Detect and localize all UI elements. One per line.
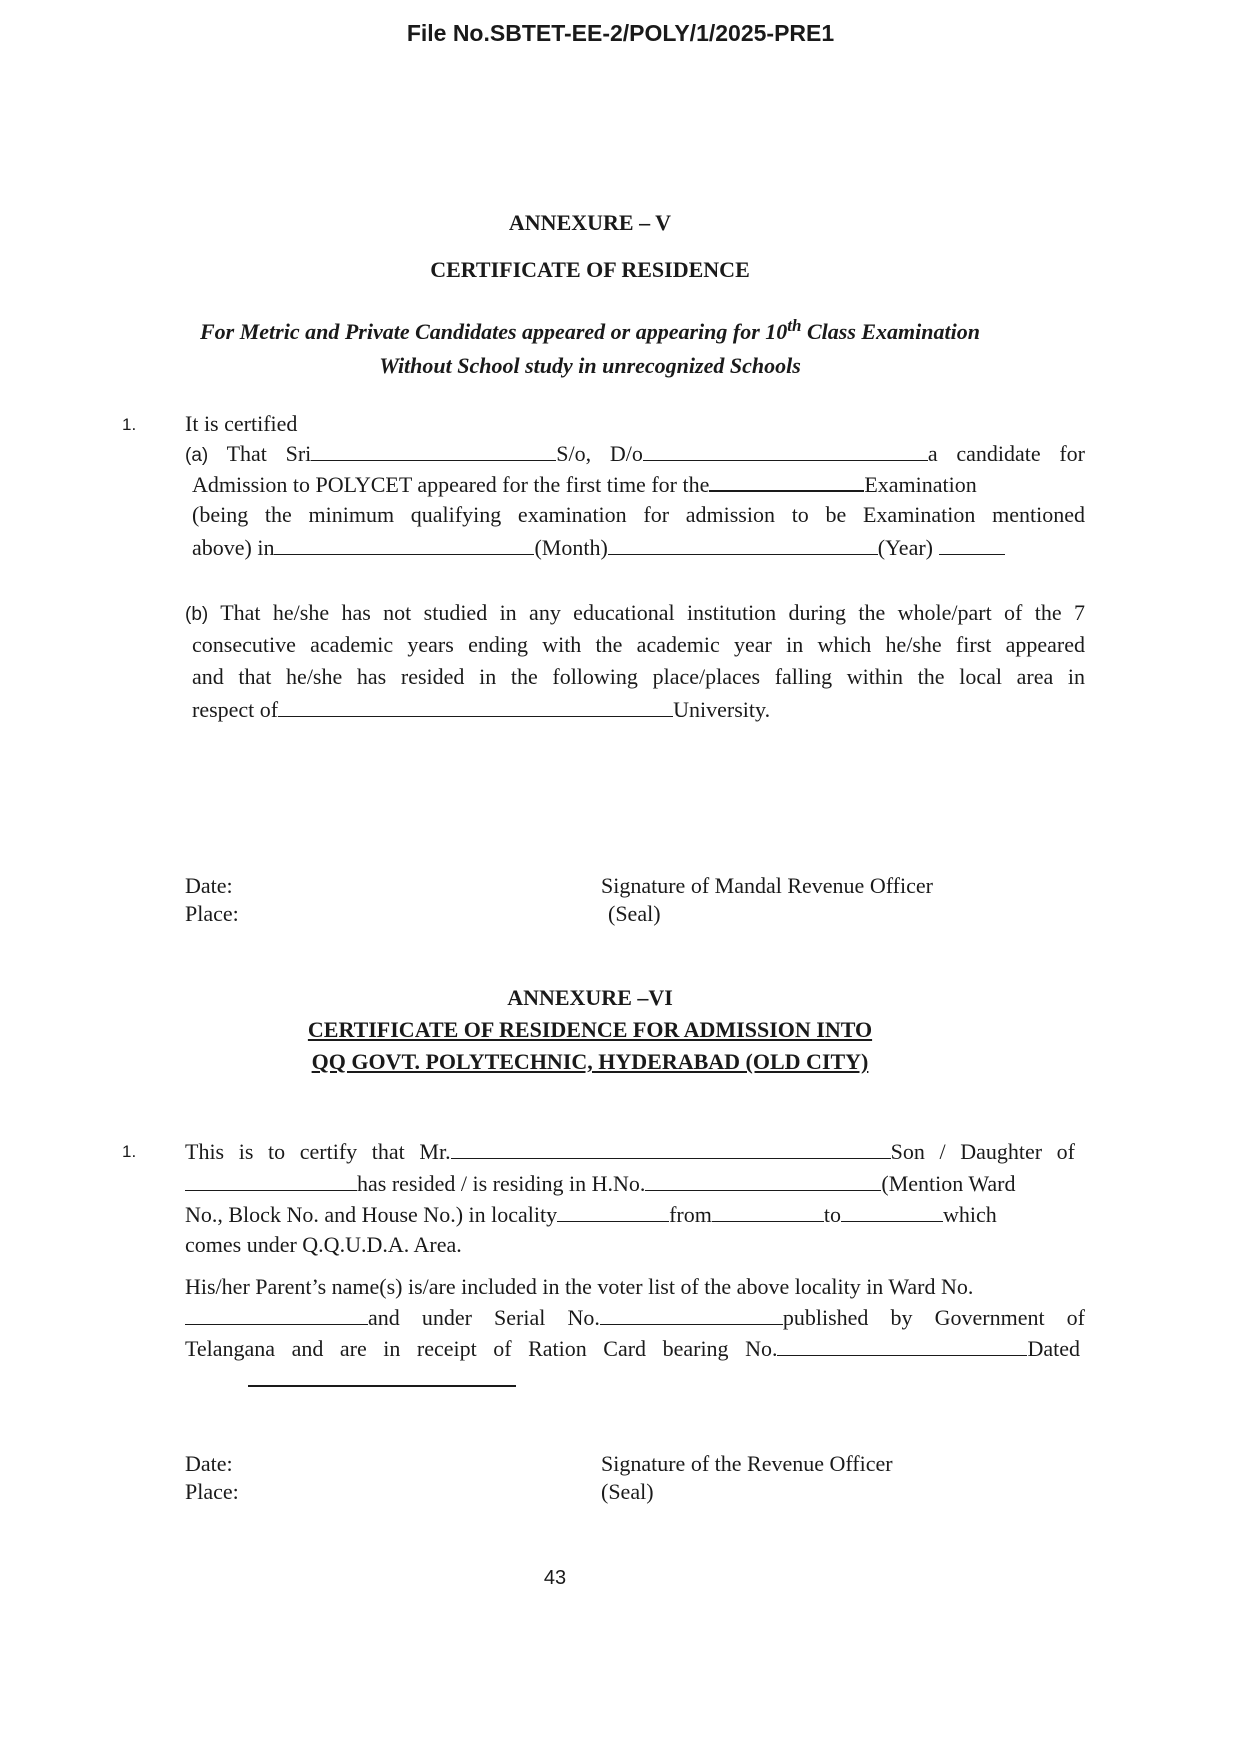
annexure-v-note-line2: Without School study in unrecognized Schools <box>379 353 801 378</box>
clause-b-line2: consecutive academic years ending with the academic year in which he/she first appeared <box>192 632 1085 657</box>
annexure-v-note-line1: For Metric and Private Candidates appeared or appearing for 10th Class Examination <box>200 316 980 344</box>
page-number: 43 <box>543 1567 567 1589</box>
annexure-vi-p1-line4: comes under Q.Q.U.D.A. Area. <box>185 1232 462 1257</box>
university-blank <box>278 696 673 717</box>
clause-a-line2: Admission to POLYCET appeared for the first time for the Examination <box>192 472 977 497</box>
annexure-v-date-label: Date: <box>185 873 233 898</box>
clause-b-line4: respect of University. <box>192 697 771 722</box>
annexure-v-item-number: 1. <box>122 415 137 434</box>
parent-name-blank <box>185 1170 357 1191</box>
annexure-v-place-label: Place: <box>185 901 239 926</box>
annexure-vi-p1-line2: has resided / is residing in H.No. (Mention Ward <box>185 1170 1015 1197</box>
annexure-v-title: ANNEXURE – V <box>508 210 672 235</box>
superscript-th: th <box>787 316 802 335</box>
trailing-blank <box>939 534 1005 555</box>
annexure-vi-date-label: Date: <box>185 1451 233 1476</box>
parent-name-blank <box>643 440 928 461</box>
annexure-vi-place-label: Place: <box>185 1479 239 1504</box>
locality-blank <box>557 1201 669 1222</box>
annexure-vi-p2-line1: His/her Parent’s name(s) is/are included in the voter list of the above locality in Ward No. <box>185 1274 974 1299</box>
serial-number-blank <box>600 1304 783 1325</box>
ward-number-blank <box>185 1304 368 1325</box>
annexure-vi-p1-line1: This is to certify that Mr. Son / Daughter of <box>185 1139 1075 1164</box>
annexure-vi-seal: (Seal) <box>601 1479 654 1504</box>
candidate-name-blank <box>451 1138 891 1159</box>
name-blank <box>311 440 556 461</box>
annexure-v-signature: Signature of Mandal Revenue Officer <box>601 873 933 898</box>
clause-a-line3: (being the minimum qualifying examination for admission to be Examination mentioned <box>192 502 1085 527</box>
dated-blank <box>248 1385 516 1387</box>
clause-a-line1: (a) That Sri S/o, D/o a candidate for <box>185 441 1085 466</box>
examination-blank <box>709 470 864 492</box>
annexure-vi-p1-line3: No., Block No. and House No.) in locality from to which <box>185 1202 997 1227</box>
file-number: File No.SBTET-EE-2/POLY/1/2025-PRE1 <box>406 20 835 46</box>
annexure-v-seal: (Seal) <box>608 901 661 926</box>
clause-a-line4: above) in (Month) (Year) <box>192 534 1005 561</box>
annexure-v-intro: It is certified <box>185 411 298 436</box>
annexure-vi-title: ANNEXURE –VI <box>507 985 673 1010</box>
annexure-v-subtitle: CERTIFICATE OF RESIDENCE <box>430 257 750 282</box>
annexure-vi-signature: Signature of the Revenue Officer <box>601 1451 893 1476</box>
annexure-vi-heading2: QQ GOVT. POLYTECHNIC, HYDERABAD (OLD CITY) <box>311 1049 869 1074</box>
annexure-vi-p2-line2: and under Serial No. published by Government of <box>185 1304 1085 1331</box>
clause-b-line3: and that he/she has resided in the following place/places falling within the local area in <box>192 664 1085 689</box>
annexure-vi-p2-line3: Telangana and are in receipt of Ration Card bearing No. Dated <box>185 1336 1080 1361</box>
ration-card-blank <box>777 1335 1027 1356</box>
annexure-vi-heading1: CERTIFICATE OF RESIDENCE FOR ADMISSION INTO <box>307 1017 873 1042</box>
clause-b-line1: (b) That he/she has not studied in any educational institution during the whole/part of the 7 <box>185 600 1085 625</box>
annexure-vi-item-number: 1. <box>122 1142 137 1161</box>
to-blank <box>841 1201 943 1222</box>
from-blank <box>712 1201 824 1222</box>
house-number-blank <box>645 1170 881 1191</box>
year-blank <box>608 534 878 555</box>
month-blank <box>274 534 534 555</box>
